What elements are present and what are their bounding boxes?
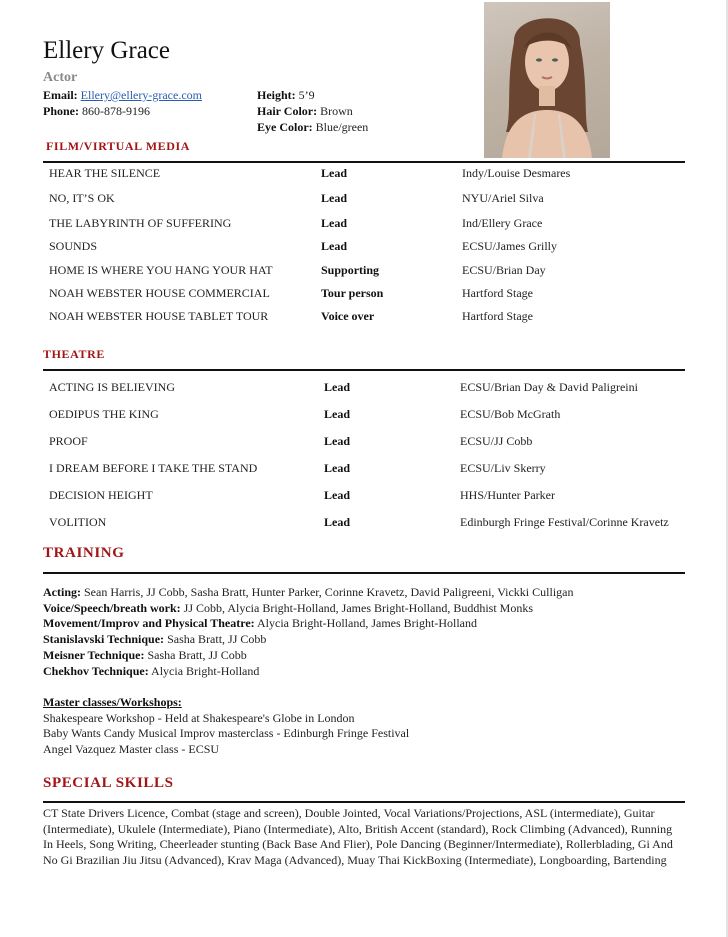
training-label: Acting: [43, 585, 81, 599]
theatre-credit: ECSU/Brian Day & David Paligreini [460, 380, 638, 394]
theatre-project: OEDIPUS THE KING [49, 407, 159, 421]
training-label: Voice/Speech/breath work: [43, 601, 181, 615]
training-value: JJ Cobb, Alycia Bright-Holland, James Bright-Holland, Buddhist Monks [183, 601, 533, 615]
training-value: Alycia Bright-Holland, James Bright-Holland [257, 616, 477, 630]
training-item [43, 632, 266, 647]
theatre-project: DECISION HEIGHT [49, 488, 153, 502]
skills-section-title: SPECIAL SKILLS [43, 775, 174, 791]
theatre-project: I DREAM BEFORE I TAKE THE STAND [49, 461, 258, 475]
email-link[interactable]: Ellery@ellery-grace.com [80, 88, 202, 102]
film-project: NOAH WEBSTER HOUSE TABLET TOUR [49, 309, 269, 323]
training-value: Sasha Bratt, JJ Cobb [167, 632, 267, 646]
actor-name: Ellery Grace [43, 37, 171, 64]
hair-value: Brown [320, 104, 353, 118]
film-credit: Indy/Louise Desmares [462, 166, 571, 180]
height-row [257, 88, 315, 103]
film-role: Lead [321, 191, 348, 205]
email-row [43, 88, 202, 103]
skills-divider [43, 801, 685, 803]
headshot-illustration [484, 2, 610, 158]
film-credit: NYU/Ariel Silva [462, 191, 544, 205]
theatre-credit: ECSU/Liv Skerry [460, 461, 546, 475]
film-divider [43, 161, 685, 163]
theatre-role: Lead [324, 515, 351, 529]
theatre-project: ACTING IS BELIEVING [49, 380, 175, 394]
film-role: Voice over [321, 309, 375, 323]
training-label: Chekhov Technique: [43, 664, 149, 678]
theatre-project: PROOF [49, 434, 88, 448]
training-label: Movement/Improv and Physical Theatre: [43, 616, 255, 630]
film-role: Lead [321, 216, 348, 230]
eye-value: Blue/green [315, 120, 369, 134]
theatre-role: Lead [324, 488, 351, 502]
headshot-photo [484, 2, 610, 158]
training-item [43, 585, 573, 600]
film-project: NO, IT’S OK [49, 191, 115, 205]
theatre-section-title: THEATRE [43, 347, 105, 361]
phone-value: 860-878-9196 [82, 104, 150, 118]
film-role: Lead [321, 239, 348, 253]
hair-row [257, 104, 353, 119]
training-item [43, 616, 477, 631]
theatre-role: Lead [324, 461, 351, 475]
eye-row [257, 120, 368, 135]
theatre-credit: ECSU/JJ Cobb [460, 434, 533, 448]
film-project: HEAR THE SILENCE [49, 166, 161, 180]
training-label: Stanislavski Technique: [43, 632, 165, 646]
skills-text: CT State Drivers Licence, Combat (stage and screen), Double Jointed, Vocal Variations/Projections, ASL (intermediate), Guitar (Intermediate), Ukulele (Intermediate), Piano (Intermediate), Alto, British Accent (standard), Rock Climbing (Advanced), Running In Heels, Song Writing, Cheerleader stunting (Back Base And Flier), Pole Dancing (Beginner/Intermediate), Rollerblading, Gi And No Gi Brazilian Jiu Jitsu (Advanced), Krav Maga (Advanced), Muay Thai KickBoxing (Intermediate), Longboarding, Bartending [43, 806, 673, 868]
film-project: SOUNDS [49, 239, 98, 253]
film-credit: Hartford Stage [462, 309, 533, 323]
masterclass-item: Shakespeare Workshop - Held at Shakespeare's Globe in London [43, 711, 355, 725]
film-section-title: FILM/VIRTUAL MEDIA [46, 139, 191, 153]
film-role: Lead [321, 166, 348, 180]
theatre-project: VOLITION [49, 515, 107, 529]
actor-role: Actor [43, 70, 78, 85]
email-label: Email: [43, 88, 78, 102]
film-credit: ECSU/Brian Day [462, 263, 546, 277]
phone-row [43, 104, 150, 119]
film-credit: ECSU/James Grilly [462, 239, 557, 253]
film-project: THE LABYRINTH OF SUFFERING [49, 216, 232, 230]
eye-label: Eye Color: [257, 120, 313, 134]
training-label: Meisner Technique: [43, 648, 145, 662]
training-divider [43, 572, 685, 574]
film-role: Supporting [321, 263, 380, 277]
film-credit: Ind/Ellery Grace [462, 216, 543, 230]
film-project: HOME IS WHERE YOU HANG YOUR HAT [49, 263, 273, 277]
height-label: Height: [257, 88, 296, 102]
hair-label: Hair Color: [257, 104, 318, 118]
theatre-role: Lead [324, 434, 351, 448]
height-value: 5’9 [298, 88, 315, 102]
training-value: Sean Harris, JJ Cobb, Sasha Bratt, Hunter Parker, Corinne Kravetz, David Paligreeni, Vickki Culligan [84, 585, 574, 599]
theatre-credit: Edinburgh Fringe Festival/Corinne Kravetz [460, 515, 669, 529]
phone-label: Phone: [43, 104, 79, 118]
training-item [43, 601, 533, 616]
training-item [43, 648, 247, 663]
masterclass-item: Angel Vazquez Master class - ECSU [43, 742, 220, 756]
film-role: Tour person [321, 286, 384, 300]
theatre-credit: ECSU/Bob McGrath [460, 407, 561, 421]
training-value: Sasha Bratt, JJ Cobb [147, 648, 247, 662]
training-section-title: TRAINING [43, 545, 125, 561]
masterclass-item: Baby Wants Candy Musical Improv masterclass - Edinburgh Fringe Festival [43, 726, 410, 740]
training-value: Alycia Bright-Holland [151, 664, 260, 678]
film-credit: Hartford Stage [462, 286, 533, 300]
training-item [43, 664, 259, 679]
film-project: NOAH WEBSTER HOUSE COMMERCIAL [49, 286, 270, 300]
theatre-role: Lead [324, 380, 351, 394]
theatre-divider [43, 369, 685, 371]
theatre-credit: HHS/Hunter Parker [460, 488, 555, 502]
theatre-role: Lead [324, 407, 351, 421]
masterclass-heading: Master classes/Workshops: [43, 695, 182, 709]
